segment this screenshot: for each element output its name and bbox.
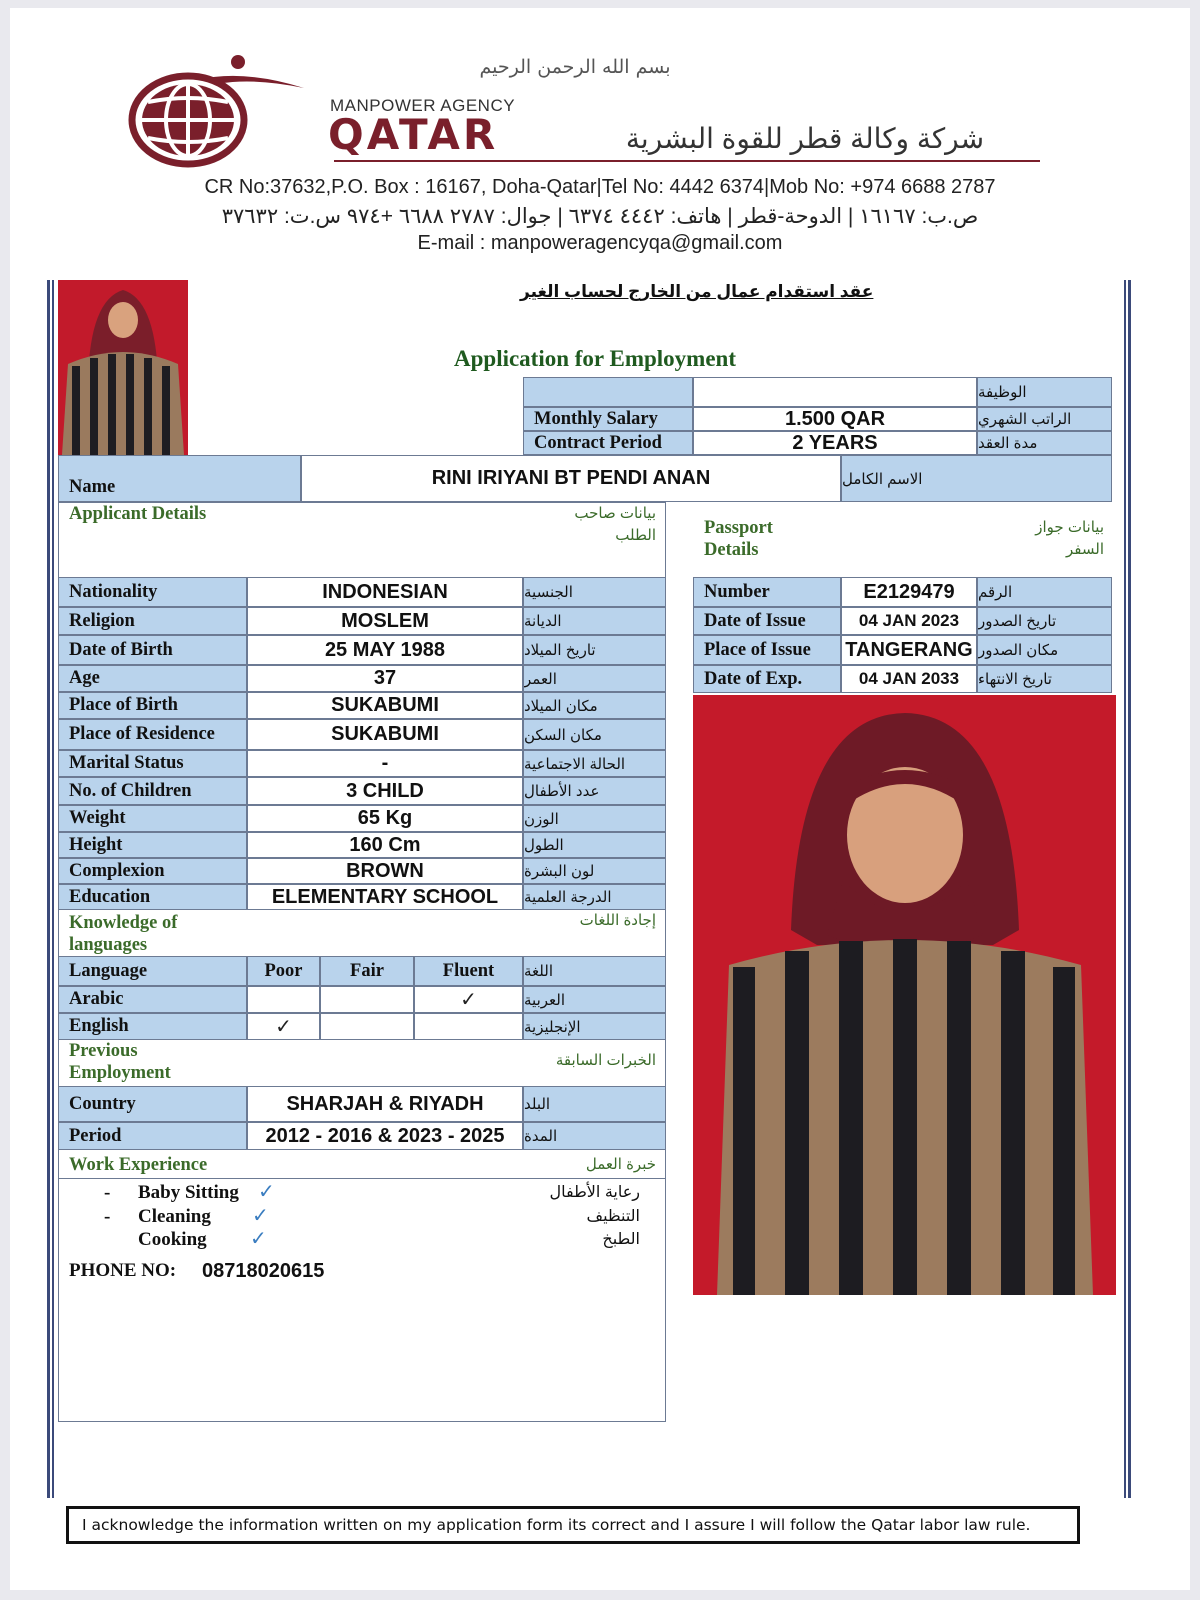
applicant-field-value: SUKABUMI <box>247 719 523 750</box>
passport-details-title: Passport Details <box>704 518 773 560</box>
position-value <box>693 377 977 407</box>
country-label-arabic: البلد <box>523 1086 666 1122</box>
applicant-field-label: Education <box>58 884 247 910</box>
salary-label: Monthly Salary <box>523 407 693 431</box>
work-experience-title: Work Experience <box>69 1155 208 1175</box>
applicant-photo-small <box>58 280 188 455</box>
passport-field-label: Place of Issue <box>693 635 841 665</box>
passport-field-value: 04 JAN 2033 <box>841 665 977 693</box>
applicant-field-value: 25 MAY 1988 <box>247 635 523 665</box>
language-name-arabic: العربية <box>523 986 666 1013</box>
passport-field-label: Number <box>693 577 841 607</box>
language-header-fair: Fair <box>320 956 414 986</box>
experience-item-arabic: رعاية الأطفال <box>549 1184 640 1201</box>
applicant-field-label: Nationality <box>58 577 247 607</box>
applicant-field-value: 37 <box>247 665 523 692</box>
agency-subtitle: MANPOWER AGENCY <box>330 96 516 115</box>
applicant-field-value: 160 Cm <box>247 832 523 858</box>
applicant-field-label-arabic: تاريخ الميلاد <box>523 635 666 665</box>
applicant-field-label: Place of Birth <box>58 692 247 719</box>
contact-arabic: ص.ب: ١٦١٦٧ | الدوحة-قطر | هاتف: ٤٤٤٢ ٦٣٧٤ | جوال: ٢٧٨٧ ٦٦٨٨ +٩٧٤ س.ت: ٣٧٦٣٢ <box>221 205 979 228</box>
position-label-blank <box>523 377 693 407</box>
name-label: Name <box>58 455 301 502</box>
applicant-field-label: Place of Residence <box>58 719 247 750</box>
applicant-field-value: - <box>247 750 523 777</box>
applicant-field-label: Weight <box>58 805 247 832</box>
applicant-field-value: SUKABUMI <box>247 692 523 719</box>
previous-employment-title-arabic: الخبرات السابقة <box>555 1052 656 1069</box>
experience-item: Baby Sitting <box>138 1182 239 1203</box>
applicant-field-label: Height <box>58 832 247 858</box>
contract-period-value: 2 YEARS <box>693 431 977 455</box>
languages-title-arabic: إجادة اللغات <box>579 912 656 929</box>
form-title: Application for Employment <box>454 346 736 371</box>
applicant-field-label: Complexion <box>58 858 247 884</box>
period-value: 2012 - 2016 & 2023 - 2025 <box>247 1122 523 1150</box>
applicant-field-label-arabic: مكان الميلاد <box>523 692 666 719</box>
work-experience-divider <box>58 1178 666 1179</box>
contact-english: CR No:37632,P.O. Box : 16167, Doha-Qatar|Tel No: 4442 6374|Mob No: +974 6688 2787 <box>204 176 996 198</box>
applicant-field-label: Religion <box>58 607 247 635</box>
agency-name-arabic: شركة وكالة قطر للقوة البشرية <box>625 123 985 154</box>
header-divider <box>334 160 1040 162</box>
period-label-arabic: المدة <box>523 1122 666 1150</box>
applicant-field-label-arabic: الجنسية <box>523 577 666 607</box>
passport-field-label-arabic: تاريخ الانتهاء <box>977 665 1112 693</box>
country-label: Country <box>58 1086 247 1122</box>
applicant-field-label: Marital Status <box>58 750 247 777</box>
salary-value: 1.500 QAR <box>693 407 977 431</box>
applicant-field-label: No. of Children <box>58 777 247 805</box>
basmala: بسم الله الرحمن الرحيم <box>479 56 671 78</box>
applicant-field-value: INDONESIAN <box>247 577 523 607</box>
passport-field-value: 04 JAN 2023 <box>841 607 977 635</box>
work-experience-title-arabic: خبرة العمل <box>585 1156 656 1173</box>
applicant-field-value: 65 Kg <box>247 805 523 832</box>
salary-label-arabic: الراتب الشهري <box>977 407 1112 431</box>
agency-logo <box>126 52 316 172</box>
name-label-arabic: الاسم الكامل <box>841 455 1112 502</box>
language-fluent-mark: ✓ <box>414 986 523 1013</box>
applicant-field-label-arabic: العمر <box>523 665 666 692</box>
check-icon: ✓ <box>250 1228 267 1250</box>
languages-title: Knowledge of languages <box>69 913 178 955</box>
passport-details-title-arabic: بيانات جواز السفر <box>1035 519 1104 558</box>
language-poor-mark <box>247 986 320 1013</box>
language-header-poor: Poor <box>247 956 320 986</box>
phone-value: 08718020615 <box>202 1260 325 1282</box>
agency-name: QATAR <box>328 110 499 159</box>
acknowledgement-text: I acknowledge the information written on my application form its correct and I assure I will follow the Qatar labor law rule. <box>82 1516 1031 1534</box>
passport-field-label-arabic: تاريخ الصدور <box>977 607 1112 635</box>
phone-label: PHONE NO: <box>69 1260 177 1281</box>
applicant-field-value: BROWN <box>247 858 523 884</box>
applicant-photo-large <box>693 695 1116 1295</box>
language-header: Language <box>58 956 247 986</box>
experience-item-arabic: التنظيف <box>586 1208 640 1225</box>
previous-employment-title: Previous Employment <box>69 1041 171 1083</box>
applicant-field-label: Age <box>58 665 247 692</box>
contract-title: عقد استقدام عمال من الخارج لحساب الغير <box>520 282 874 301</box>
contract-period-label-arabic: مدة العقد <box>977 431 1112 455</box>
applicant-details-title-arabic: بيانات صاحب الطلب <box>574 505 656 544</box>
language-fluent-mark <box>414 1013 523 1040</box>
experience-item: Cooking <box>138 1229 207 1250</box>
language-name-arabic: الإنجليزية <box>523 1013 666 1040</box>
language-fair-mark <box>320 986 414 1013</box>
passport-field-label: Date of Issue <box>693 607 841 635</box>
check-icon: ✓ <box>258 1181 275 1203</box>
applicant-field-label-arabic: الدرجة العلمية <box>523 884 666 910</box>
experience-item: Cleaning <box>138 1206 211 1227</box>
applicant-field-value: ELEMENTARY SCHOOL <box>247 884 523 910</box>
applicant-field-label-arabic: الوزن <box>523 805 666 832</box>
period-label: Period <box>58 1122 247 1150</box>
applicant-field-label-arabic: الديانة <box>523 607 666 635</box>
check-icon: ✓ <box>252 1205 269 1227</box>
experience-item-arabic: الطبخ <box>602 1231 640 1248</box>
experience-bullet: - <box>104 1182 111 1203</box>
language-name: Arabic <box>58 986 247 1013</box>
country-value: SHARJAH & RIYADH <box>247 1086 523 1122</box>
contract-period-label: Contract Period <box>523 431 693 455</box>
passport-field-value: TANGERANG <box>841 635 977 665</box>
passport-field-label-arabic: الرقم <box>977 577 1112 607</box>
experience-bullet: - <box>104 1206 111 1227</box>
position-label-arabic: الوظيفة <box>977 377 1112 407</box>
form-border-left <box>47 280 54 1498</box>
name-value: RINI IRIYANI BT PENDI ANAN <box>301 455 841 502</box>
language-poor-mark: ✓ <box>247 1013 320 1040</box>
applicant-field-value: MOSLEM <box>247 607 523 635</box>
language-fair-mark <box>320 1013 414 1040</box>
applicant-field-label-arabic: مكان السكن <box>523 719 666 750</box>
language-header-arabic: اللغة <box>523 956 666 986</box>
contact-email: E-mail : manpoweragencyqa@gmail.com <box>417 232 783 254</box>
acknowledgement-box <box>66 1506 1080 1544</box>
applicant-field-label: Date of Birth <box>58 635 247 665</box>
applicant-field-value: 3 CHILD <box>247 777 523 805</box>
applicant-field-label-arabic: الحالة الاجتماعية <box>523 750 666 777</box>
passport-field-label: Date of Exp. <box>693 665 841 693</box>
applicant-details-title: Applicant Details <box>69 504 207 524</box>
passport-field-value: E2129479 <box>841 577 977 607</box>
applicant-field-label-arabic: عدد الأطفال <box>523 777 666 805</box>
applicant-field-label-arabic: الطول <box>523 832 666 858</box>
language-name: English <box>58 1013 247 1040</box>
passport-field-label-arabic: مكان الصدور <box>977 635 1112 665</box>
applicant-field-label-arabic: لون البشرة <box>523 858 666 884</box>
language-header-fluent: Fluent <box>414 956 523 986</box>
form-border-right <box>1124 280 1131 1498</box>
